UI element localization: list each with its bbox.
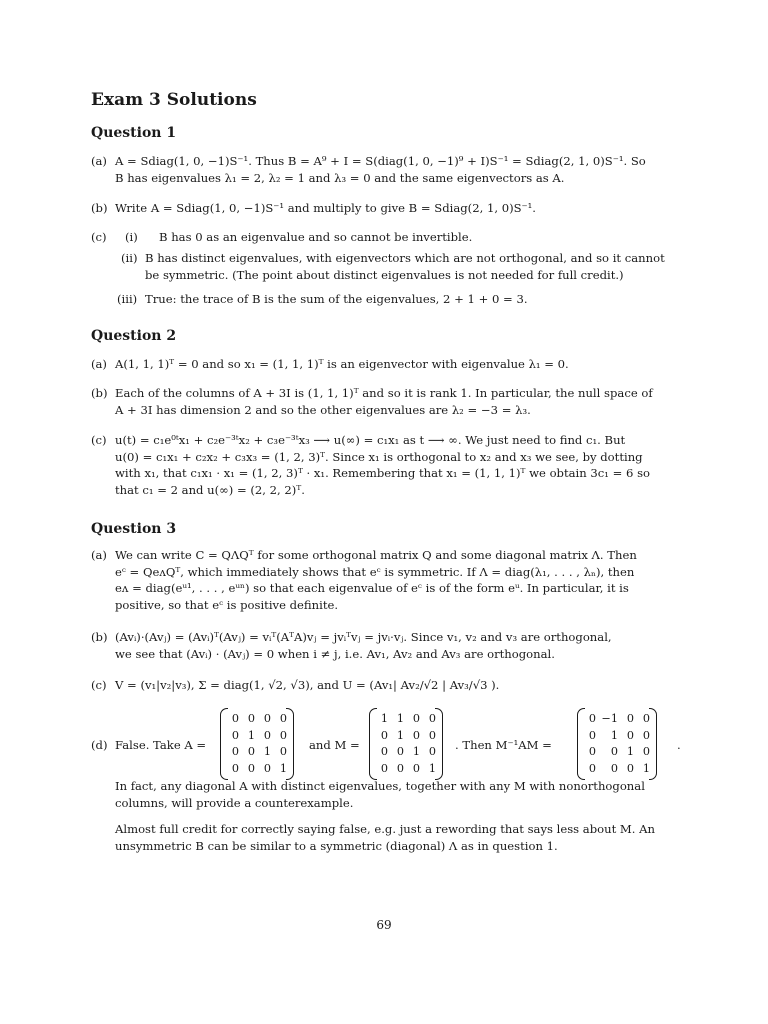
matrix-cell: 0 bbox=[626, 728, 634, 742]
page-title: Exam 3 Solutions bbox=[91, 90, 257, 110]
matrix-cell: 1 bbox=[263, 745, 271, 759]
q1-part-a bbox=[91, 153, 691, 186]
q2-part-a bbox=[91, 356, 691, 373]
matrix-cell: 0 bbox=[231, 761, 239, 775]
matrix-cell: 0 bbox=[428, 728, 436, 742]
matrix-cell: −1 bbox=[601, 712, 618, 725]
matrix-cell: 0 bbox=[412, 728, 420, 742]
q2-b-line: A + 3I has dimension 2 and so the other eigenvalues are λ₂ = −3 = λ₃. bbox=[115, 402, 531, 417]
q2-b-line: Each of the columns of A + 3I is (1, 1, 1)ᵀ and so it is rank 1. In particular, the null space of bbox=[115, 386, 653, 400]
q3-credit-note bbox=[115, 821, 691, 854]
q1-c-i bbox=[125, 229, 681, 246]
q2-c-line: that c₁ = 2 and u(∞) = (2, 2, 2)ᵀ. bbox=[115, 482, 305, 497]
matrix-cell: 0 bbox=[380, 761, 388, 775]
matrix-cell: 0 bbox=[380, 745, 388, 759]
page-number: 69 bbox=[376, 918, 392, 932]
q3-note-line: unsymmetric B can be similar to a symmetric (diagonal) Λ as in question 1. bbox=[115, 838, 558, 853]
q2-c-line: u(t) = c₁e⁰ᵗx₁ + c₂e⁻³ᵗx₂ + c₃e⁻³ᵗx₃ ⟶ u(∞) = c₁x₁ as t ⟶ ∞. We just need to find c₁. But bbox=[115, 433, 626, 447]
matrix-cell: 0 bbox=[231, 712, 239, 725]
matrix-cell: 0 bbox=[247, 761, 255, 775]
q3-a-line: eᴧ = diag(eᵘ¹, . . . , eᵘⁿ) so that each eigenvalue of eᶜ is of the form eᵘ. In particular, it is bbox=[115, 581, 629, 595]
matrix-cell: 0 bbox=[263, 728, 271, 742]
question-2-heading: Question 2 bbox=[91, 328, 177, 344]
q3-d-line: In fact, any diagonal A with distinct eigenvalues, together with any M with nonorthogonal bbox=[115, 779, 645, 793]
matrix-cell: 0 bbox=[396, 761, 404, 775]
matrix-cell: 0 bbox=[263, 712, 271, 725]
matrix-cell: 0 bbox=[642, 728, 650, 742]
q1-a-label: (a) bbox=[91, 154, 107, 168]
q3-part-a bbox=[91, 547, 691, 613]
q1-c-i-label: (i) bbox=[125, 230, 138, 244]
matrix-result bbox=[577, 711, 657, 777]
q3-part-b bbox=[91, 629, 691, 662]
matrix-cell: 0 bbox=[231, 745, 239, 759]
matrix-a bbox=[220, 711, 294, 777]
matrix-cell: 1 bbox=[396, 712, 404, 725]
matrix-cell: 0 bbox=[626, 761, 634, 775]
matrix-cell: 1 bbox=[626, 745, 634, 759]
matrix-cell: 0 bbox=[588, 745, 596, 759]
matrix-cell: 0 bbox=[588, 761, 596, 775]
q3-d-false-text: False. Take A = bbox=[115, 738, 207, 752]
matrix-cell: 0 bbox=[412, 761, 420, 775]
matrix-cell: 0 bbox=[396, 745, 404, 759]
matrix-cell: 1 bbox=[412, 745, 420, 759]
q1-a-line: A = Sdiag(1, 0, −1)S⁻¹. Thus B = A⁹ + I = S(diag(1, 0, −1)⁹ + I)S⁻¹ = Sdiag(2, 1, 0)S⁻¹. So bbox=[115, 154, 646, 168]
q3-a-line: positive, so that eᶜ is positive definite. bbox=[115, 597, 339, 612]
matrix-cell: 0 bbox=[588, 712, 596, 725]
q2-part-c bbox=[91, 432, 691, 498]
q1-b-label: (b) bbox=[91, 201, 108, 215]
matrix-cell: 0 bbox=[279, 712, 287, 725]
matrix-cell: 0 bbox=[610, 761, 618, 775]
q3-d-explanation bbox=[115, 778, 691, 811]
q1-a-line: B has eigenvalues λ₁ = 2, λ₂ = 1 and λ₃ = 0 and the same eigenvectors as A. bbox=[115, 170, 565, 185]
matrix-cell: 0 bbox=[247, 745, 255, 759]
matrix-cell: 0 bbox=[279, 745, 287, 759]
q1-c-label: (c) bbox=[91, 230, 107, 244]
q2-b-label: (b) bbox=[91, 386, 108, 400]
matrix-cell: 0 bbox=[263, 761, 271, 775]
q1-c-iii bbox=[117, 291, 673, 308]
q2-a-line: A(1, 1, 1)ᵀ = 0 and so x₁ = (1, 1, 1)ᵀ is an eigenvector with eigenvalue λ₁ = 0. bbox=[115, 357, 569, 371]
q3-d-and-text: and M = bbox=[309, 738, 360, 752]
q1-b-line: Write A = Sdiag(1, 0, −1)S⁻¹ and multiply to give B = Sdiag(2, 1, 0)S⁻¹. bbox=[115, 201, 536, 215]
matrix-cell: 0 bbox=[428, 712, 436, 725]
matrix-cell: 0 bbox=[642, 712, 650, 725]
matrix-m bbox=[369, 711, 443, 777]
q3-b-line: we see that (Avᵢ) · (Avⱼ) = 0 when i ≠ j, i.e. Av₁, Av₂ and Av₃ are orthogonal. bbox=[115, 646, 555, 661]
matrix-cell: 1 bbox=[642, 761, 650, 775]
q3-b-label: (b) bbox=[91, 630, 108, 644]
q3-part-c bbox=[91, 677, 691, 694]
question-3-heading: Question 3 bbox=[91, 521, 177, 537]
q1-c-ii bbox=[121, 250, 677, 283]
q1-c-ii-label: (ii) bbox=[121, 251, 138, 265]
q3-c-line: V = (v₁|v₂|v₃), Σ = diag(1, √2, √3), and U = (Av₁| Av₂/√2 | Av₃/√3 ). bbox=[115, 678, 500, 692]
q1-c-ii-line: B has distinct eigenvalues, with eigenvectors which are not orthogonal, and so it cannot bbox=[145, 251, 665, 265]
q1-c-i-text: B has 0 as an eigenvalue and so cannot be invertible. bbox=[159, 230, 473, 244]
matrix-cell: 0 bbox=[380, 728, 388, 742]
q3-b-line: (Avᵢ)·(Avⱼ) = (Avᵢ)ᵀ(Avⱼ) = vᵢᵀ(AᵀA)vⱼ = jvᵢᵀvⱼ = jvᵢ·vⱼ. Since v₁, v₂ and v₃ are orthogonal, bbox=[115, 630, 612, 644]
q1-c-ii-line: be symmetric. (The point about distinct eigenvalues is not needed for full credit.) bbox=[145, 267, 624, 282]
q2-a-label: (a) bbox=[91, 357, 107, 371]
q3-a-label: (a) bbox=[91, 548, 107, 562]
q2-c-line: with x₁, that c₁x₁ · x₁ = (1, 2, 3)ᵀ · x₁. Remembering that x₁ = (1, 1, 1)ᵀ we obtain 3c₁ = 6 so bbox=[115, 466, 650, 480]
q3-c-label: (c) bbox=[91, 678, 107, 692]
question-1-heading: Question 1 bbox=[91, 125, 177, 141]
q1-part-c bbox=[91, 229, 691, 309]
matrix-cell: 0 bbox=[642, 745, 650, 759]
matrix-cell: 0 bbox=[412, 712, 420, 725]
q1-part-b bbox=[91, 200, 691, 217]
matrix-cell: 0 bbox=[588, 728, 596, 742]
matrix-cell: 0 bbox=[247, 712, 255, 725]
q1-c-iii-label: (iii) bbox=[117, 292, 138, 306]
matrix-cell: 0 bbox=[626, 712, 634, 725]
q1-c-iii-text: True: the trace of B is the sum of the eigenvalues, 2 + 1 + 0 = 3. bbox=[145, 292, 528, 306]
q2-part-b bbox=[91, 385, 691, 418]
matrix-cell: 1 bbox=[428, 761, 436, 775]
q3-d-label: (d) bbox=[91, 738, 108, 752]
matrix-cell: 1 bbox=[247, 728, 255, 742]
q3-d-line: columns, will provide a counterexample. bbox=[115, 795, 354, 810]
matrix-cell: 1 bbox=[279, 761, 287, 775]
matrix-cell: 0 bbox=[231, 728, 239, 742]
q3-a-line: eᶜ = QeᴧQᵀ, which immediately shows that eᶜ is symmetric. If Λ = diag(λ₁, . . . , λₙ), then bbox=[115, 564, 635, 579]
matrix-cell: 1 bbox=[380, 712, 388, 725]
q3-d-period: . bbox=[677, 738, 681, 752]
q2-c-line: u(0) = c₁x₁ + c₂x₂ + c₃x₃ = (1, 2, 3)ᵀ. Since x₁ is orthogonal to x₂ and x₃ we see, by dotting bbox=[115, 449, 643, 464]
matrix-cell: 0 bbox=[279, 728, 287, 742]
q3-a-line: We can write C = QΛQᵀ for some orthogonal matrix Q and some diagonal matrix Λ. Then bbox=[115, 548, 637, 562]
q3-d-then-text: . Then M⁻¹AM = bbox=[455, 738, 552, 752]
q2-c-label: (c) bbox=[91, 433, 107, 447]
q3-note-line: Almost full credit for correctly saying false, e.g. just a rewording that says less about M. An bbox=[115, 822, 656, 836]
matrix-cell: 1 bbox=[610, 728, 618, 742]
matrix-cell: 0 bbox=[428, 745, 436, 759]
matrix-cell: 1 bbox=[396, 728, 404, 742]
matrix-cell: 0 bbox=[610, 745, 618, 759]
